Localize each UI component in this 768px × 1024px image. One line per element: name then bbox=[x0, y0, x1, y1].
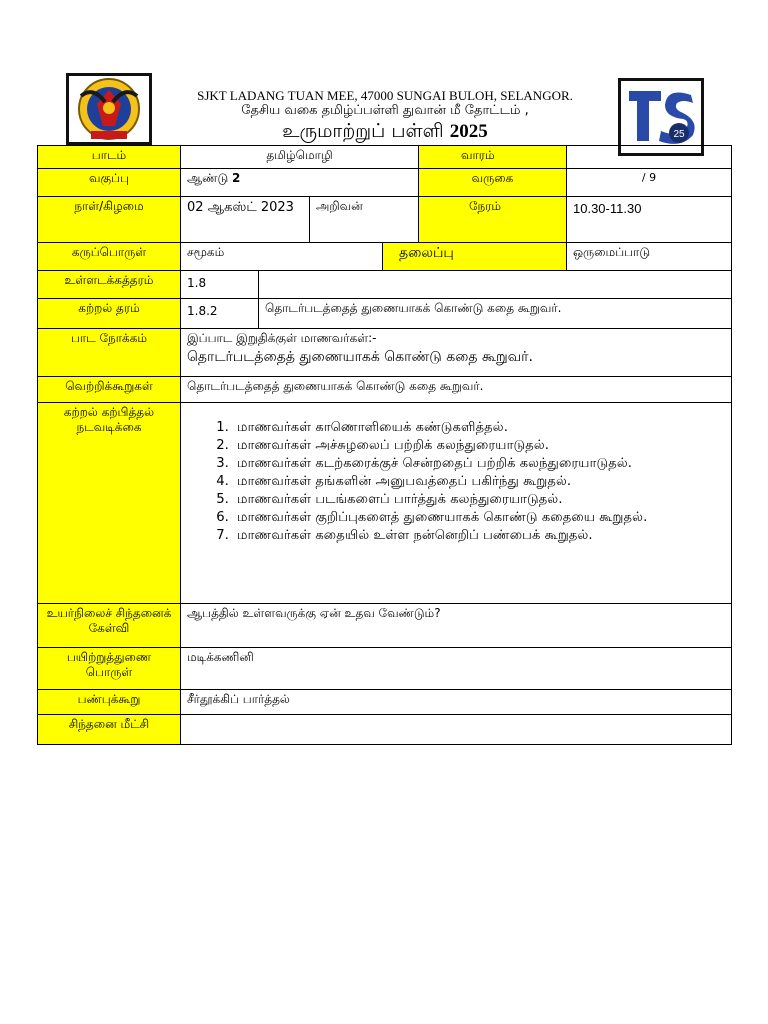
label-content-standard: உள்ளடக்கத்தரம் bbox=[38, 271, 181, 299]
activities-list bbox=[187, 419, 725, 545]
label-attendance: வருகை bbox=[419, 169, 567, 197]
row-subject bbox=[38, 146, 732, 169]
value-day: அறிவன் bbox=[310, 197, 419, 243]
label-learning-standard: கற்றல் தரம் bbox=[38, 299, 181, 329]
activity-item: 2. மாணவர்கள் அச்சுழலைப் பற்றிக் கலந்துரையாடுதல். bbox=[233, 437, 725, 455]
label-date: நாள்/கிழமை bbox=[38, 197, 181, 243]
school-crest-logo bbox=[66, 73, 152, 145]
row-date bbox=[38, 197, 732, 243]
value-learning-standard-text: தொடர்படத்தைத் துணையாகக் கொண்டு கதை கூறுவர். bbox=[259, 299, 732, 329]
value-materials: மடிக்கணினி bbox=[181, 648, 732, 690]
row-class bbox=[38, 169, 732, 197]
activity-item: 1. மாணவர்கள் காணொளியைக் கண்டுகளித்தல். bbox=[233, 419, 725, 437]
value-date: 02 ஆகஸ்ட் 2023 bbox=[181, 197, 310, 243]
label-hots: உயர்நிலைச் சிந்தனைக் கேள்வி bbox=[38, 604, 181, 648]
row-hots bbox=[38, 604, 732, 648]
label-topic bbox=[383, 243, 567, 271]
row-objective bbox=[38, 329, 732, 377]
activity-item: 3. மாணவர்கள் கடற்கரைக்குச் சென்றதைப் பற்றிக் கலந்துரையாடுதல். bbox=[233, 455, 725, 473]
value-class-year: 2 bbox=[231, 171, 241, 185]
value-hots: ஆபத்தில் உள்ளவருக்கு ஏன் உதவ வேண்டும்? bbox=[181, 604, 732, 648]
objective-intro: இப்பாட இறுதிக்குள் மாணவர்கள்:- bbox=[187, 331, 377, 345]
activity-item: 5. மாணவர்கள் படங்களைப் பார்த்துக் கலந்துரையாடுதல். bbox=[233, 491, 725, 509]
value-subject: தமிழ்மொழி bbox=[181, 146, 419, 169]
label-week: வாரம் bbox=[419, 146, 567, 169]
document-year: 2025 bbox=[449, 121, 488, 142]
value-week bbox=[567, 146, 732, 169]
label-activities: கற்றல் கற்பித்தல் நடவடிக்கை bbox=[38, 403, 181, 604]
school-name: SJKT LADANG TUAN MEE, 47000 SUNGAI BULOH, SELANGOR. bbox=[197, 88, 573, 103]
row-values bbox=[38, 690, 732, 715]
label-theme: கருப்பொருள் bbox=[38, 243, 181, 271]
value-activities bbox=[181, 403, 732, 604]
row-activities bbox=[38, 403, 732, 604]
activity-item: 4. மாணவர்கள் தங்களின் அனுபவத்தைப் பகிர்ந்து கூறுதல். bbox=[233, 473, 725, 491]
value-success-criteria: தொடர்படத்தைத் துணையாகக் கொண்டு கதை கூறுவர். bbox=[181, 377, 732, 403]
value-thinking-map bbox=[181, 715, 732, 745]
value-objective bbox=[181, 329, 732, 377]
label-values: பண்புக்கூறு bbox=[38, 690, 181, 715]
value-content-standard: 1.8 bbox=[181, 271, 259, 299]
value-topic: ஒருமைப்பாடு bbox=[567, 243, 732, 271]
value-class bbox=[181, 169, 419, 197]
value-values: சீர்தூக்கிப் பார்த்தல் bbox=[181, 690, 732, 715]
value-class-text: ஆண்டு bbox=[187, 171, 229, 185]
value-attendance: / 9 bbox=[567, 169, 732, 197]
school-name-tamil: தேசிய வகை தமிழ்ப்பள்ளி துவான் மீ தோட்டம் , bbox=[241, 103, 529, 118]
ts25-logo-text: 25 bbox=[673, 129, 685, 140]
row-success-criteria bbox=[38, 377, 732, 403]
row-learning-standard bbox=[38, 299, 732, 329]
row-theme bbox=[38, 243, 732, 271]
label-subject: பாடம் bbox=[38, 146, 181, 169]
row-materials bbox=[38, 648, 732, 690]
label-objective: பாட நோக்கம் bbox=[38, 329, 181, 377]
value-time: 10.30-11.30 bbox=[567, 197, 732, 243]
lesson-plan-table bbox=[37, 145, 732, 745]
row-content-standard bbox=[38, 271, 732, 299]
school-crest-icon bbox=[69, 76, 149, 142]
document-title-text: உருமாற்றுப் பள்ளி bbox=[282, 120, 444, 142]
ts25-icon bbox=[621, 81, 701, 153]
label-success-criteria: வெற்றிக்கூறுகள் bbox=[38, 377, 181, 403]
label-class: வகுப்பு bbox=[38, 169, 181, 197]
value-theme: சமூகம் bbox=[181, 243, 383, 271]
value-learning-standard: 1.8.2 bbox=[181, 299, 259, 329]
label-materials: பயிற்றுத்துணை பொருள் bbox=[38, 648, 181, 690]
objective-text: தொடர்படத்தைத் துணையாகக் கொண்டு கதை கூறுவர். bbox=[187, 349, 533, 365]
value-content-standard-detail bbox=[259, 271, 732, 299]
label-topic-text: தலைப்பு bbox=[399, 245, 454, 261]
activity-item: 6. மாணவர்கள் குறிப்புகளைத் துணையாகக் கொண்டு கதையை கூறுதல். bbox=[233, 509, 725, 527]
activity-item: 7. மாணவர்கள் கதையில் உள்ள நன்னெறிப் பண்பைக் கூறுதல். bbox=[233, 527, 725, 545]
row-thinking-map bbox=[38, 715, 732, 745]
label-time: நேரம் bbox=[419, 197, 567, 243]
label-thinking-map: சிந்தனை மீட்சி bbox=[38, 715, 181, 745]
document-title bbox=[150, 120, 620, 145]
